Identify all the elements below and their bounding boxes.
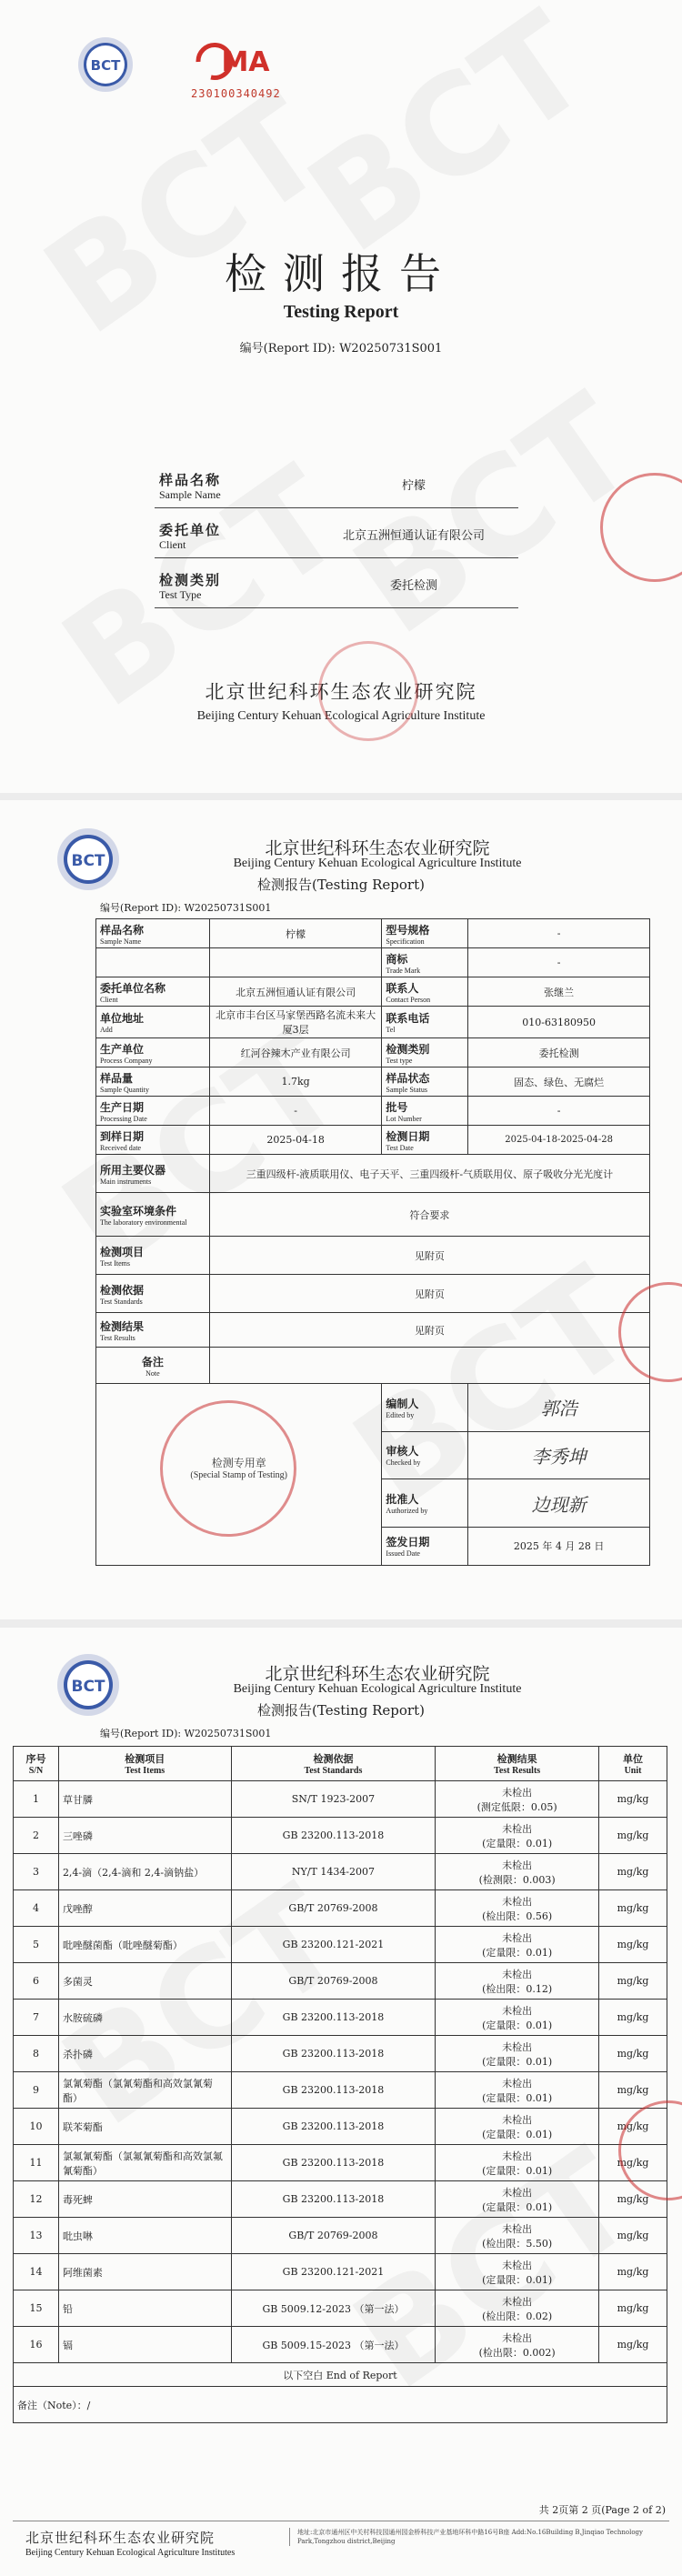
result-detail: (定量限：0.01) — [482, 2273, 553, 2286]
table-row — [14, 1818, 667, 1854]
label-cell: 样品名称 Sample Name — [96, 919, 210, 948]
unit-cell: mg/kg — [599, 2181, 667, 2218]
result-cell — [436, 2327, 599, 2363]
header-report-id: 编号(Report ID): W20250731S001 — [100, 902, 272, 914]
item-cell: 铅 — [58, 2290, 231, 2327]
footer-address: 地址:北京市通州区中关村科技园通州园金桥科技产业基地环科中路16号B座 Add:No.16Building B,Jinqiao Technology Park,Tongzhou district,Beijing — [289, 2528, 662, 2546]
table-row — [96, 1384, 650, 1432]
stamp-label-cn: 检测专用章 — [211, 1457, 266, 1469]
table-row — [14, 2072, 667, 2109]
item-cell: 吡唑醚菌酯（吡唑醚菊酯） — [58, 1927, 231, 1963]
svg-text:BCT: BCT — [71, 852, 105, 870]
stamp-label-en: (Special Stamp of Testing) — [190, 1470, 288, 1480]
standard-cell: GB 5009.15-2023 （第一法） — [231, 2327, 436, 2363]
label-cell: 审核人 Checked by — [382, 1431, 468, 1479]
table-row — [14, 2181, 667, 2218]
item-cell: 2,4-滴（2,4-滴和 2,4-滴钠盐） — [58, 1854, 231, 1890]
value-cell: - — [468, 919, 650, 948]
sn-cell: 3 — [14, 1854, 59, 1890]
result-cell — [436, 1890, 599, 1927]
result-value: 未检出 — [502, 1822, 533, 1835]
sn-cell: 1 — [14, 1781, 59, 1818]
result-cell — [436, 2181, 599, 2218]
cover-institute-en: Beijing Century Kehuan Ecological Agriculture Institute — [196, 709, 486, 723]
sample-details-table — [95, 918, 650, 1566]
value-cell — [209, 1348, 649, 1384]
table-row — [96, 1126, 650, 1155]
sn-cell: 12 — [14, 2181, 59, 2218]
result-cell — [436, 1818, 599, 1854]
footer-institute-en: Beijing Century Kehuan Ecological Agriculture Institutes — [25, 2548, 236, 2558]
table-row — [14, 2218, 667, 2254]
header-result: 检测结果 Test Results — [436, 1747, 599, 1781]
sn-cell: 2 — [14, 1818, 59, 1854]
cover-title-cn: 检测报告 — [225, 249, 457, 298]
sn-cell: 13 — [14, 2218, 59, 2254]
result-detail: (检出限：5.50) — [482, 2237, 553, 2250]
page-number: 共 2页第 2 页(Page 2 of 2) — [538, 2504, 666, 2516]
table-row — [96, 1097, 650, 1126]
label-cell: 编制人 Edited by — [382, 1384, 468, 1432]
label-cell: 批号 Lot Number — [382, 1097, 468, 1126]
table-row — [96, 1275, 650, 1313]
bct-logo — [77, 36, 134, 93]
header-report-id: 编号(Report ID): W20250731S001 — [100, 1728, 272, 1739]
result-value: 未检出 — [502, 1786, 533, 1799]
label-cell: 实验室环境条件 The laboratory environmental — [96, 1193, 210, 1237]
client-label-en: Client — [159, 538, 186, 551]
results-page — [0, 1628, 682, 2576]
table-row — [14, 2109, 667, 2145]
unit-cell: mg/kg — [599, 2218, 667, 2254]
cover-testtype-row — [155, 568, 518, 608]
table-row — [96, 1038, 650, 1067]
results-table — [13, 1746, 667, 2423]
standard-cell: GB 23200.113-2018 — [231, 2000, 436, 2036]
results-body — [14, 1781, 667, 2363]
sn-cell: 14 — [14, 2254, 59, 2290]
result-value: 未检出 — [502, 1968, 533, 1980]
sn-cell: 6 — [14, 1963, 59, 2000]
item-cell: 镉 — [58, 2327, 231, 2363]
value-cell: 张继兰 — [468, 977, 650, 1007]
header-institute-cn: 北京世纪科环生态农业研究院 — [265, 1664, 490, 1684]
value-cell: 北京市丰台区马家堡西路名流未来大厦3层 — [209, 1007, 382, 1038]
result-detail: (测定低限：0.05) — [476, 1800, 557, 1813]
result-value: 未检出 — [502, 1895, 533, 1908]
result-value: 未检出 — [502, 2259, 533, 2271]
result-cell — [436, 2254, 599, 2290]
result-detail: (定量限：0.01) — [482, 2164, 553, 2177]
test-type-label: 检测类别 — [159, 572, 222, 588]
result-detail: (检出限：0.12) — [482, 1982, 553, 1995]
item-cell: 杀扑磷 — [58, 2036, 231, 2072]
table-header-row — [14, 1747, 667, 1781]
label-cell: 签发日期 Issued Date — [382, 1527, 468, 1565]
label-cell: 所用主要仪器 Main instruments — [96, 1155, 210, 1193]
approver-signature: 边现新 — [468, 1479, 650, 1528]
note-row — [14, 2387, 667, 2423]
unit-cell: mg/kg — [599, 1927, 667, 1963]
header-standard: 检测依据 Test Standards — [231, 1747, 436, 1781]
sn-cell: 15 — [14, 2290, 59, 2327]
result-value: 未检出 — [502, 2040, 533, 2053]
result-cell — [436, 1854, 599, 1890]
item-cell: 联苯菊酯 — [58, 2109, 231, 2145]
header-institute-en: Beijing Century Kehuan Ecological Agriculture Institute — [233, 1682, 522, 1696]
result-cell — [436, 2036, 599, 2072]
result-cell — [436, 1963, 599, 2000]
client-value: 北京五洲恒通认证有限公司 — [342, 529, 485, 543]
sample-name-label-en: Sample Name — [159, 488, 221, 501]
standard-cell: GB 23200.113-2018 — [231, 2145, 436, 2181]
standard-cell: SN/T 1923-2007 — [231, 1781, 436, 1818]
result-detail: (定量限：0.01) — [482, 2200, 553, 2213]
table-row — [14, 2036, 667, 2072]
value-cell: 见附页 — [209, 1313, 649, 1348]
standard-cell: GB 23200.113-2018 — [231, 2109, 436, 2145]
table-row — [14, 1781, 667, 1818]
table-row — [14, 1890, 667, 1927]
label-cell: 检测项目 Test Items — [96, 1237, 210, 1275]
stamp-cell — [96, 1384, 382, 1566]
unit-cell: mg/kg — [599, 1854, 667, 1890]
end-of-report: 以下空白 End of Report — [14, 2363, 667, 2387]
unit-cell: mg/kg — [599, 1963, 667, 2000]
label-cell: 检测结果 Test Results — [96, 1313, 210, 1348]
sample-name-value: 柠檬 — [401, 479, 426, 493]
result-detail: (定量限：0.01) — [482, 1837, 553, 1849]
value-cell: 2025-04-18 — [209, 1126, 382, 1155]
table-row — [96, 1348, 650, 1384]
label-cell: 检测类别 Test type — [382, 1038, 468, 1067]
cover-institute-cn: 北京世纪科环生态农业研究院 — [205, 681, 477, 703]
standard-cell: GB/T 20769-2008 — [231, 1963, 436, 2000]
standard-cell: GB/T 20769-2008 — [231, 1890, 436, 1927]
label-cell: 单位地址 Add — [96, 1007, 210, 1038]
sn-cell: 11 — [14, 2145, 59, 2181]
unit-cell: mg/kg — [599, 2072, 667, 2109]
cover-client-row — [155, 518, 518, 558]
client-label: 委托单位 — [159, 522, 222, 538]
result-value: 未检出 — [502, 1931, 533, 1944]
header-report-title: 检测报告(Testing Report) — [257, 1702, 425, 1719]
table-row — [96, 1067, 650, 1097]
standard-cell: GB 23200.113-2018 — [231, 2181, 436, 2218]
unit-cell: mg/kg — [599, 2327, 667, 2363]
label-cell: 商标 Trade Mark — [382, 948, 468, 977]
label-cell: 批准人 Authorized by — [382, 1479, 468, 1528]
value-cell: - — [209, 1097, 382, 1126]
results-note: 备注（Note）：/ — [14, 2387, 667, 2423]
value-cell: 北京五洲恒通认证有限公司 — [209, 977, 382, 1007]
result-value: 未检出 — [502, 1859, 533, 1871]
result-value: 未检出 — [502, 2150, 533, 2162]
result-detail: (定量限：0.01) — [482, 2019, 553, 2031]
value-cell: 委托检测 — [468, 1038, 650, 1067]
table-row — [96, 1155, 650, 1193]
sn-cell: 16 — [14, 2327, 59, 2363]
sample-name-label: 样品名称 — [159, 472, 222, 488]
item-cell: 水胺硫磷 — [58, 2000, 231, 2036]
result-value: 未检出 — [502, 2004, 533, 2017]
result-value: 未检出 — [502, 2077, 533, 2090]
result-value: 未检出 — [502, 2222, 533, 2235]
label-cell: 生产日期 Processing Date — [96, 1097, 210, 1126]
result-cell — [436, 2109, 599, 2145]
table-row — [14, 2327, 667, 2363]
table-row — [96, 919, 650, 948]
cover-report-id: 编号(Report ID): W20250731S001 — [239, 342, 443, 356]
unit-cell: mg/kg — [599, 1890, 667, 1927]
standard-cell: GB 23200.113-2018 — [231, 2036, 436, 2072]
cma-number: 230100340492 — [191, 87, 281, 100]
standard-cell: GB/T 20769-2008 — [231, 2218, 436, 2254]
details-page — [0, 800, 682, 1619]
unit-cell: mg/kg — [599, 1818, 667, 1854]
result-detail: (定量限：0.01) — [482, 2055, 553, 2068]
table-row — [14, 1963, 667, 2000]
table-row — [14, 2000, 667, 2036]
result-cell — [436, 2290, 599, 2327]
result-detail: (检出限：0.002) — [478, 2346, 556, 2359]
value-cell: 见附页 — [209, 1237, 649, 1275]
standard-cell: GB 23200.113-2018 — [231, 1818, 436, 1854]
result-cell — [436, 1927, 599, 1963]
result-detail: (定量限：0.01) — [482, 1946, 553, 1959]
cover-sample-row — [155, 468, 518, 508]
table-row — [96, 1007, 650, 1038]
sn-cell: 5 — [14, 1927, 59, 1963]
svg-text:BCT: BCT — [71, 1678, 105, 1696]
value-cell: - — [468, 948, 650, 977]
table-row — [96, 1237, 650, 1275]
result-cell — [436, 2145, 599, 2181]
label-cell: 联系人 Contact Person — [382, 977, 468, 1007]
value-cell: 符合要求 — [209, 1193, 649, 1237]
cover-title-en: Testing Report — [283, 302, 399, 322]
value-cell: 010-63180950 — [468, 1007, 650, 1038]
result-detail: (定量限：0.01) — [482, 2091, 553, 2104]
table-row — [14, 2290, 667, 2327]
label-cell: 型号规格 Specification — [382, 919, 468, 948]
item-cell: 多菌灵 — [58, 1963, 231, 2000]
standard-cell: NY/T 1434-2007 — [231, 1854, 436, 1890]
header-report-title: 检测报告(Testing Report) — [257, 877, 425, 893]
value-cell: 固态、绿色、无腐烂 — [468, 1067, 650, 1097]
unit-cell: mg/kg — [599, 2000, 667, 2036]
label-cell: 检测日期 Test Date — [382, 1126, 468, 1155]
label-cell: 生产单位 Process Company — [96, 1038, 210, 1067]
label-cell: 到样日期 Received date — [96, 1126, 210, 1155]
result-cell — [436, 1781, 599, 1818]
value-cell: 柠檬 — [209, 919, 382, 948]
item-cell: 吡虫啉 — [58, 2218, 231, 2254]
table-row — [96, 977, 650, 1007]
table-row — [14, 1927, 667, 1963]
value-cell: 1.7kg — [209, 1067, 382, 1097]
result-cell — [436, 2000, 599, 2036]
test-type-label-en: Test Type — [159, 588, 202, 601]
table-row — [14, 1854, 667, 1890]
header-item: 检测项目 Test Items — [58, 1747, 231, 1781]
standard-cell: GB 5009.12-2023 （第一法） — [231, 2290, 436, 2327]
value-cell: 三重四级杆-液质联用仪、电子天平、三重四级杆-气质联用仪、原子吸收分光光度计 — [209, 1155, 649, 1193]
item-cell: 三唑磷 — [58, 1818, 231, 1854]
sn-cell: 10 — [14, 2109, 59, 2145]
table-row — [14, 2145, 667, 2181]
standard-cell: GB 23200.121-2021 — [231, 2254, 436, 2290]
result-value: 未检出 — [502, 2186, 533, 2199]
label-cell: 检测依据 Test Standards — [96, 1275, 210, 1313]
table-row — [14, 2254, 667, 2290]
table-row — [96, 1193, 650, 1237]
svg-text:BCT: BCT — [90, 57, 121, 74]
editor-signature: 郭浩 — [468, 1384, 650, 1432]
value-cell: 见附页 — [209, 1275, 649, 1313]
item-cell: 氯氰菊酯（氯氰菊酯和高效氯氰菊酯） — [58, 2072, 231, 2109]
svg-text:MA: MA — [221, 46, 270, 78]
header-institute-en: Beijing Century Kehuan Ecological Agriculture Institute — [233, 857, 522, 870]
cover-page — [0, 0, 682, 793]
value-cell: - — [468, 1097, 650, 1126]
unit-cell: mg/kg — [599, 2290, 667, 2327]
item-cell: 草甘膦 — [58, 1781, 231, 1818]
result-detail: (检测限：0.003) — [478, 1873, 556, 1886]
value-cell: 红河谷辣木产业有限公司 — [209, 1038, 382, 1067]
item-cell: 阿维菌素 — [58, 2254, 231, 2290]
sn-cell: 8 — [14, 2036, 59, 2072]
unit-cell: mg/kg — [599, 2145, 667, 2181]
result-value: 未检出 — [502, 2295, 533, 2308]
standard-cell: GB 23200.121-2021 — [231, 1927, 436, 1963]
header-unit: 单位 Unit — [599, 1747, 667, 1781]
footer-institute-cn: 北京世纪科环生态农业研究院 — [25, 2530, 216, 2546]
cma-logo — [191, 38, 291, 87]
result-cell — [436, 2072, 599, 2109]
item-cell: 毒死蜱 — [58, 2181, 231, 2218]
result-detail: (定量限：0.01) — [482, 2128, 553, 2140]
label-cell: 联系电话 Tel — [382, 1007, 468, 1038]
label-cell: 备注 Note — [96, 1348, 210, 1384]
label-cell: 样品量 Sample Quantity — [96, 1067, 210, 1097]
label-cell: 委托单位名称 Client — [96, 977, 210, 1007]
sn-cell: 9 — [14, 2072, 59, 2109]
seam-stamp — [600, 473, 682, 582]
table-row — [96, 1313, 650, 1348]
result-detail: (检出限：0.56) — [482, 1909, 553, 1922]
sn-cell: 7 — [14, 2000, 59, 2036]
unit-cell: mg/kg — [599, 1781, 667, 1818]
checker-signature: 李秀坤 — [468, 1431, 650, 1479]
result-value: 未检出 — [502, 2331, 533, 2344]
table-row — [96, 948, 650, 977]
issued-date-value: 2025 年 4 月 28 日 — [468, 1527, 650, 1565]
label-cell: 样品状态 Sample Status — [382, 1067, 468, 1097]
standard-cell: GB 23200.113-2018 — [231, 2072, 436, 2109]
unit-cell: mg/kg — [599, 2109, 667, 2145]
unit-cell: mg/kg — [599, 2254, 667, 2290]
result-cell — [436, 2218, 599, 2254]
result-detail: (检出限：0.02) — [482, 2310, 553, 2322]
item-cell: 氯氟氰菊酯（氯氟氰菊酯和高效氯氟氰菊酯） — [58, 2145, 231, 2181]
value-cell: 2025-04-18-2025-04-28 — [468, 1126, 650, 1155]
institute-stamp — [318, 641, 418, 741]
header-institute-cn: 北京世纪科环生态农业研究院 — [265, 838, 490, 858]
result-value: 未检出 — [502, 2113, 533, 2126]
item-cell: 戊唑醇 — [58, 1890, 231, 1927]
header-sn: 序号 S/N — [14, 1747, 59, 1781]
end-row — [14, 2363, 667, 2387]
test-type-value: 委托检测 — [389, 579, 437, 593]
unit-cell: mg/kg — [599, 2036, 667, 2072]
sn-cell: 4 — [14, 1890, 59, 1927]
